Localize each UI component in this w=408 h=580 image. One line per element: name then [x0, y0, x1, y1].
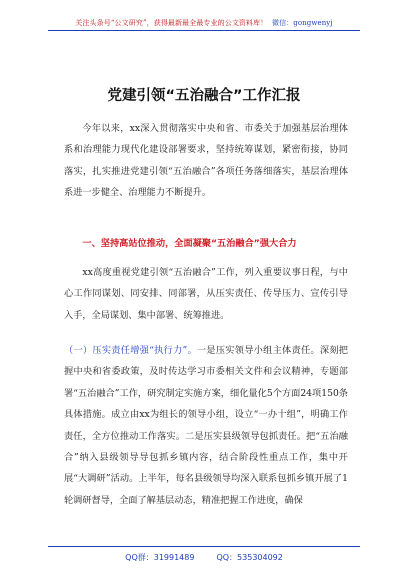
- header-banner: [48, 18, 360, 28]
- header-wechat: 微信：gongwenyj: [271, 19, 333, 27]
- header-banner-text: 关注头条号“公文研究”，获得最新最全最专业的公文资料库！: [75, 19, 268, 27]
- header-rule: [48, 30, 360, 31]
- footer-qq-group: QQ群：31991489: [125, 553, 195, 562]
- subsection-1-paragraph: [64, 340, 348, 511]
- subsection-1-heading: （一）压实责任增强“执行力”。: [64, 345, 197, 356]
- footer-qq: QQ：535304092: [216, 553, 283, 562]
- footer: [0, 552, 408, 563]
- footer-rule: [48, 546, 360, 547]
- document-title: 党建引领“五治融合”工作汇报: [107, 88, 301, 104]
- subsection-1-text: 一是压实领导小组主体责任。深刻把握中央和省委政策，及时传达学习市委相关文件和会议精神，专题部署“五治融合”工作，研究制定实施方案，细化量化5个方面24项150条具体措施。成立由xx为组长的领导小组，设立“一办十组”，明确工作责任，全方位推动工作落实。二是压实县级领导包抓责任。把“五治融合”纳入县级领导导包抓乡镇内容，结合阶段性重点工作，集中开展“大调研”活动。上半年，每名县级领导均深入联系包抓乡镇开展了1轮调研督导，全面了解基层动态，精准把握工作进度，确保: [64, 345, 348, 506]
- section-1-heading: 一、坚持高站位推动，全面凝聚“五治融合”强大合力: [82, 238, 297, 249]
- intro-paragraph: 今年以来，xx深入贯彻落实中央和省、市委关于加强基层治理体系和治理能力现代化建设部署要求，坚持统筹谋划，紧密衔接，协同落实，扎实推进党建引领“五治融合”各项任务落细落实，基层治理体系进一步健全、治理能力不断提升。: [64, 123, 348, 199]
- section-1-paragraph: xx高度重视党建引领“五治融合”工作，列入重要议事日程，与中心工作同谋划、同安排、同部署，从压实责任、传导压力、宣传引导入手，全局谋划、集中部署、统筹推进。: [64, 267, 348, 321]
